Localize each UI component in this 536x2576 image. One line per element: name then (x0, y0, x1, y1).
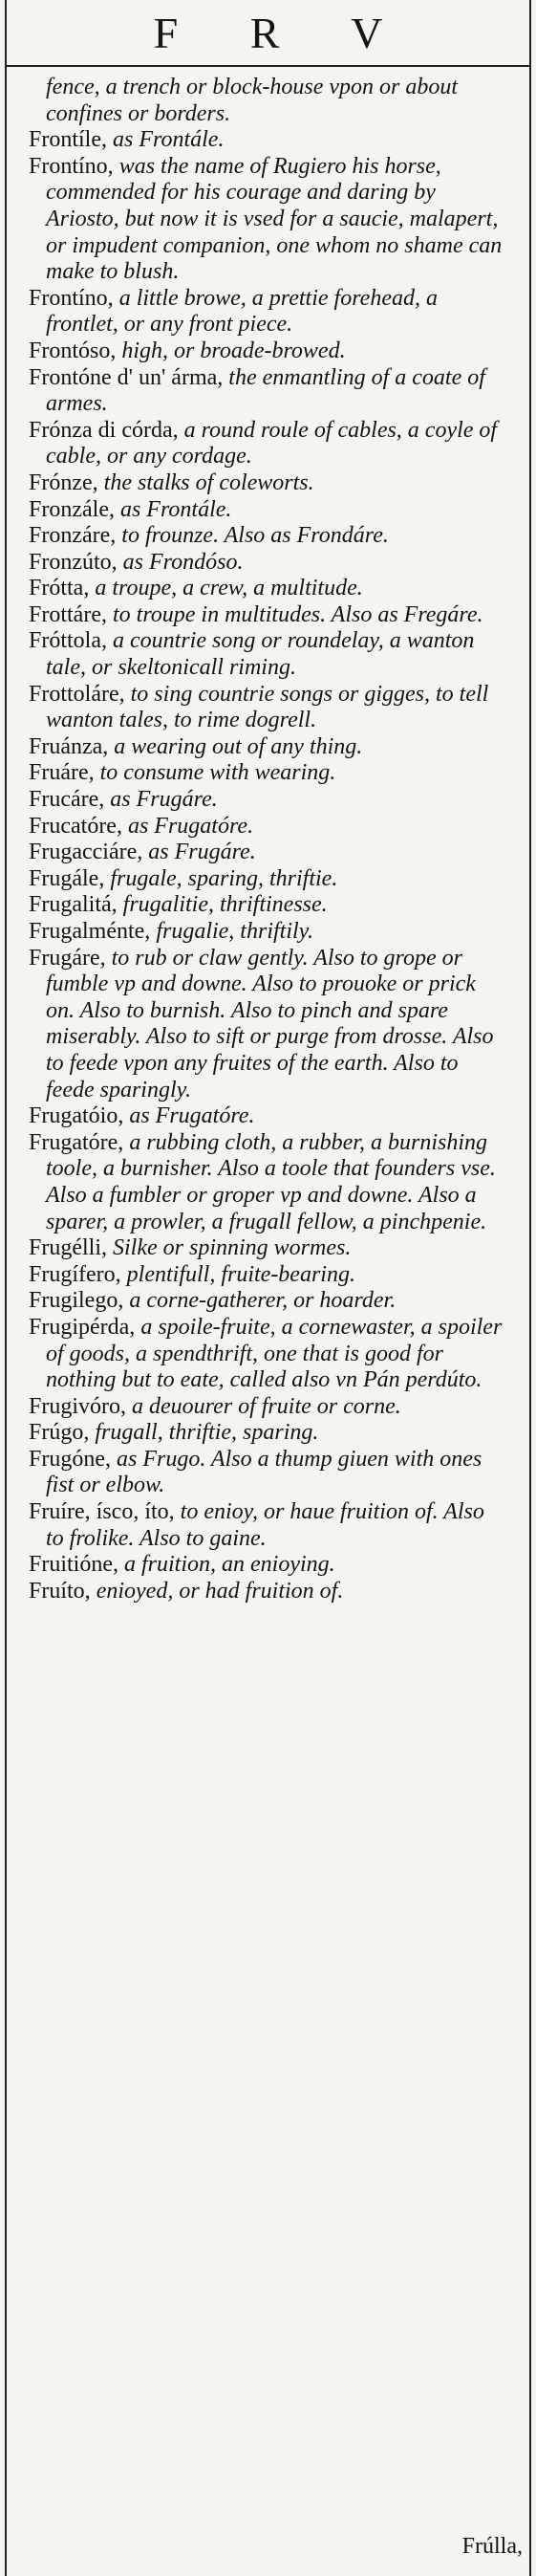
definition: plentifull, fruite-bearing. (120, 1261, 355, 1287)
definition: a spoile-fruite, a cornewaster, a spoiler of goods, a spendthrift, one that is good for nothing but to eate, called also vn Pán perdúto. (46, 1314, 503, 1393)
definition: as Frugáre. (104, 787, 218, 813)
headword: Fróttola, (29, 628, 107, 654)
dictionary-entry (29, 682, 506, 734)
definition: frugale, sparing, thriftie. (104, 865, 338, 891)
dictionary-entry (29, 1499, 506, 1552)
dictionary-entry (29, 919, 506, 946)
dictionary-entry (29, 892, 506, 919)
headword: Frugilego, (29, 1288, 124, 1314)
definition: a rubbing cloth, a rubber, a burnishing toole, a burnisher. Also a toole that founders vse. Also a fumbler or groper vp and downe. Also a sparer, a prowler, a frugall fellow, a pinchpenie. (46, 1129, 496, 1234)
definition: frugalitie, thriftinesse. (117, 892, 328, 918)
dictionary-entry (29, 75, 506, 127)
dictionary-entry (29, 470, 506, 497)
definition: a fruition, an enioying. (118, 1552, 335, 1578)
definition: the enmantling of a coate of armes. (46, 364, 485, 417)
dictionary-entry (29, 760, 506, 787)
dictionary-entry (29, 866, 506, 893)
left-border-rule (5, 0, 7, 2576)
dictionary-entry (29, 365, 506, 418)
dictionary-entry (29, 550, 506, 577)
catchword: Frúlla, (461, 2534, 523, 2559)
headword: Frugífero, (29, 1261, 121, 1287)
dictionary-entry (29, 1262, 506, 1289)
dictionary-entry (29, 814, 506, 840)
headword: Frugalitá, (29, 892, 118, 918)
dictionary-entry (29, 734, 506, 761)
dictionary-entry (29, 1394, 506, 1421)
dictionary-entry (29, 127, 506, 154)
definition: to consume with wearing. (94, 760, 336, 786)
definition: frugall, thriftie, sparing. (89, 1420, 319, 1446)
definition: a wearing out of any thing. (108, 733, 363, 759)
headword: Fruánza, (29, 733, 109, 759)
headword: Frucáre, (29, 787, 105, 813)
definition: to sing countrie songs or gigges, to tell wanton tales, to rime dogrell. (46, 681, 489, 733)
definition: as Frugatóre. (121, 813, 254, 839)
headword: Frontíno, (29, 285, 114, 311)
definition: enioyed, or had fruition of. (90, 1578, 344, 1604)
headword: Fruáre, (29, 760, 95, 786)
running-head: F R V (153, 9, 414, 57)
entry-list (29, 75, 506, 1605)
headword: Fronzúto, (29, 549, 118, 575)
definition: as Frugatóre. (123, 1103, 255, 1129)
dictionary-entry (29, 1447, 506, 1499)
headword: Frugále, (29, 865, 105, 891)
headword: Frugélli, (29, 1235, 107, 1261)
definition: as Frondóso. (117, 549, 244, 575)
definition: as Frugáre. (142, 840, 256, 865)
dictionary-entry (29, 418, 506, 470)
headword: Frugivóro, (29, 1393, 126, 1419)
headword: Frugatóio, (29, 1103, 124, 1129)
dictionary-entry (29, 628, 506, 681)
headword: Frónza di córda, (29, 417, 179, 443)
dictionary-entry (29, 1552, 506, 1579)
definition: frugalie, thriftily. (150, 919, 313, 944)
headword: Frontíle, (29, 127, 107, 153)
headword: Frúgo, (29, 1420, 90, 1446)
dictionary-entry (29, 286, 506, 338)
headword: Fronzáre, (29, 523, 117, 549)
definition: Silke or spinning wormes. (107, 1235, 352, 1261)
dictionary-entry (29, 946, 506, 1104)
definition: as Frugo. Also a thump giuen with ones fist or elbow. (46, 1446, 482, 1498)
headword: Fruíre, ísco, íto, (29, 1499, 175, 1525)
headword: Frottáre, (29, 601, 107, 627)
headword: Fruíto, (29, 1578, 91, 1604)
dictionary-entry (29, 523, 506, 550)
headword: Frugóne, (29, 1446, 111, 1472)
definition: to rub or claw gently. Also to grope or fumble vp and downe. Also to prouoke or prick on. Also to burnish. Also to pinch and spare miserably. Also to sift or purge from drosse. Also to feede vpon any fruites of the earth. Also to feede sparingly. (46, 945, 494, 1102)
definition: a countrie song or roundelay, a wanton tale, or skeltonicall riming. (46, 628, 475, 681)
headword: Frugacciáre, (29, 840, 143, 865)
definition: a deuourer of fruite or corne. (126, 1393, 401, 1419)
dictionary-entry (29, 1103, 506, 1130)
header-rule (5, 65, 531, 67)
definition: to enioy, or haue fruition of. Also to frolike. Also to gaine. (46, 1499, 484, 1551)
dictionary-entry (29, 1288, 506, 1315)
headword: Fruitióne, (29, 1552, 118, 1578)
definition: the stalks of coleworts. (97, 469, 314, 495)
dictionary-entry (29, 1579, 506, 1605)
definition: a corne-gatherer, or hoarder. (123, 1288, 397, 1314)
definition: high, or broade-browed. (116, 338, 346, 363)
dictionary-entry (29, 1235, 506, 1262)
headword: Frottoláre, (29, 681, 125, 707)
headword: Frugalménte, (29, 919, 151, 944)
headword: Frugatóre, (29, 1129, 124, 1155)
definition: a little browe, a prettie forehead, a frontlet, or any front piece. (46, 285, 438, 338)
headword: Frucatóre, (29, 813, 122, 839)
definition: as Frontále. (114, 496, 232, 522)
dictionary-entry (29, 1420, 506, 1447)
definition: a round roule of cables, a coyle of cable, or any cordage. (46, 417, 498, 469)
dictionary-entry (29, 1315, 506, 1394)
definition: fence, a trench or block-house vpon or about confines or borders. (46, 75, 459, 126)
headword: Frótta, (29, 576, 90, 601)
right-border-rule (529, 0, 531, 2576)
headword: Frontóne d' un' árma, (29, 364, 224, 390)
dictionary-entry (29, 787, 506, 814)
definition: as Frontále. (107, 127, 225, 153)
definition: to frounze. Also as Frondáre. (116, 523, 389, 549)
dictionary-entry (29, 154, 506, 286)
definition: was the name of Rugiero his horse, commended for his courage and daring by Ariosto, but now it is vsed for a saucie, malapert, or impudent companion, one whom no shame can make to blush. (46, 153, 503, 285)
dictionary-entry (29, 602, 506, 629)
headword: Frugipérda, (29, 1314, 136, 1340)
headword: Frónze, (29, 469, 98, 495)
definition: a troupe, a crew, a multitude. (89, 576, 363, 601)
headword: Frontíno, (29, 153, 114, 179)
dictionary-entry (29, 576, 506, 602)
headword: Fronzále, (29, 496, 115, 522)
dictionary-entry (29, 338, 506, 365)
dictionary-entry (29, 497, 506, 524)
headword: Frontóso, (29, 338, 117, 363)
headword: Frugáre, (29, 945, 106, 971)
dictionary-entry (29, 1130, 506, 1235)
dictionary-entry (29, 840, 506, 866)
definition: to troupe in multitudes. Also as Fregáre. (106, 601, 483, 627)
